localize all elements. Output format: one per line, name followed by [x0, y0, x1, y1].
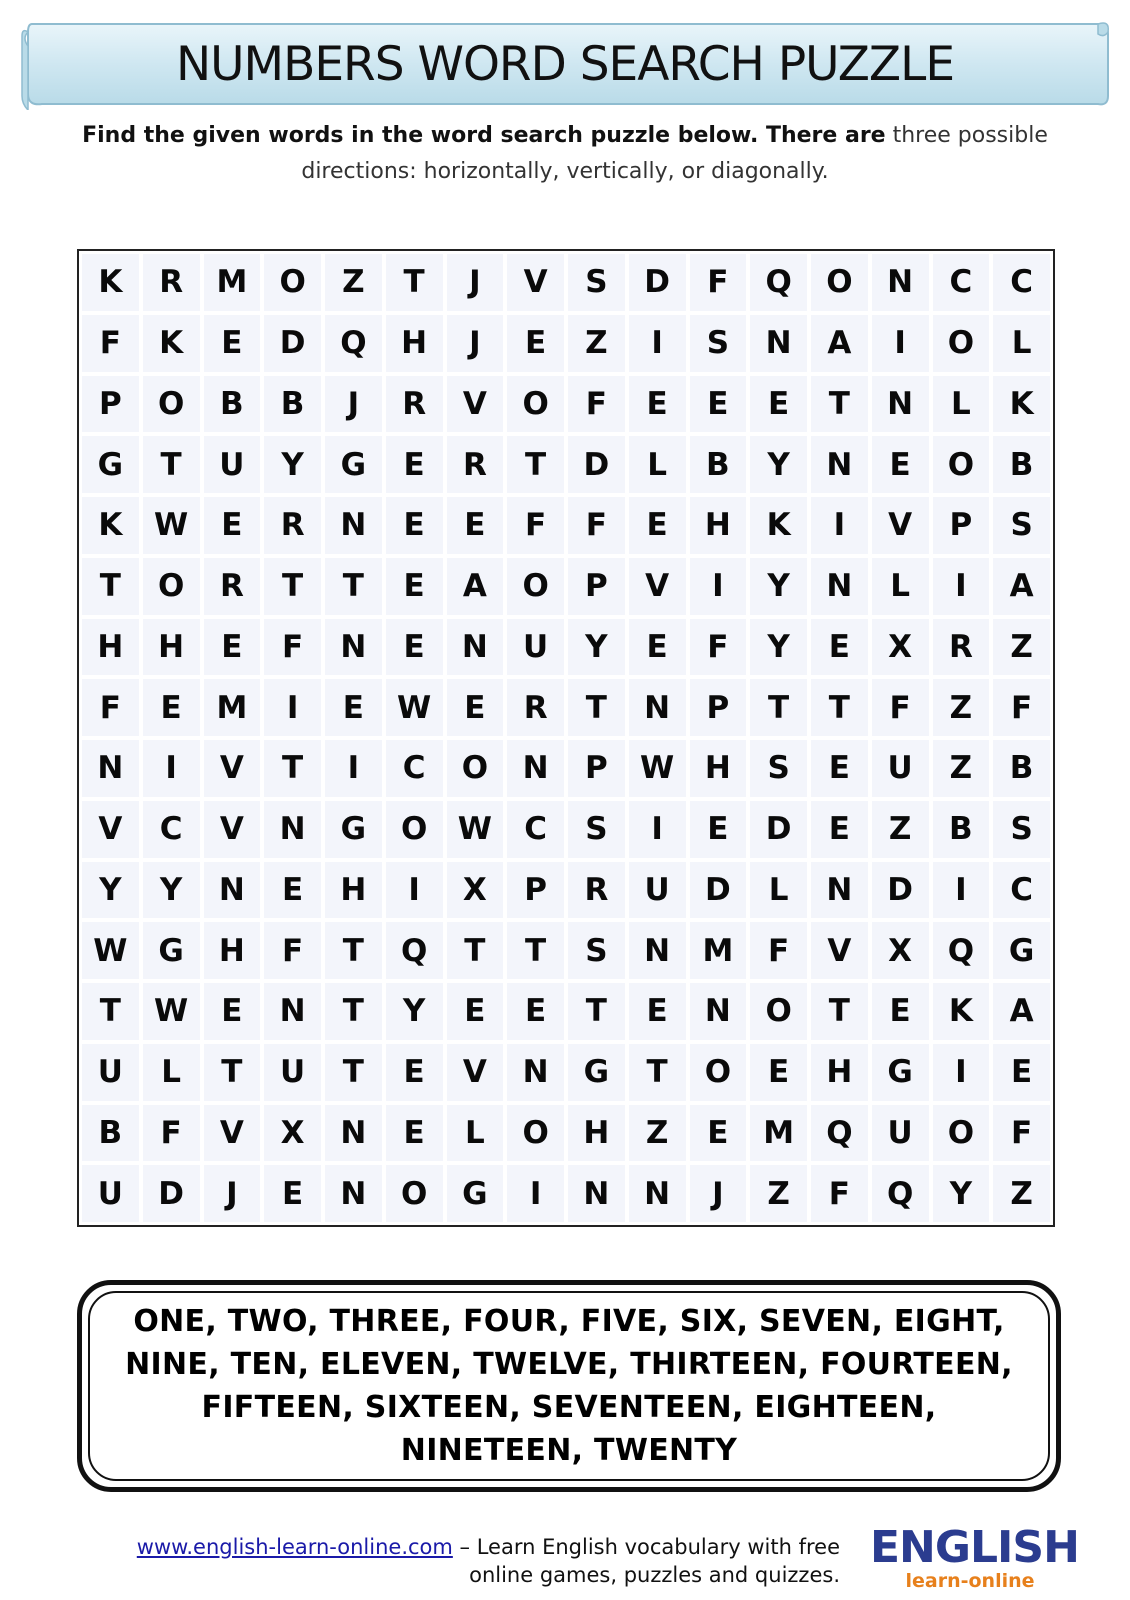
grid-cell: D [568, 436, 625, 493]
grid-cell: L [993, 315, 1050, 372]
grid-cell: B [933, 801, 990, 858]
grid-cell: C [993, 254, 1050, 311]
grid-cell: K [993, 376, 1050, 433]
grid-cell: P [933, 497, 990, 554]
grid-cell: I [872, 315, 929, 372]
grid-cell: E [872, 983, 929, 1040]
grid-cell: P [82, 376, 139, 433]
grid-cell: I [264, 679, 321, 736]
grid-cell: Z [750, 1165, 807, 1222]
grid-cell: Y [264, 436, 321, 493]
grid-cell: V [204, 1105, 261, 1162]
grid-cell: P [507, 862, 564, 919]
grid-cell: T [811, 983, 868, 1040]
grid-cell: V [629, 558, 686, 615]
grid-cell: R [143, 254, 200, 311]
grid-cell: E [629, 376, 686, 433]
footer-tagline-2: online games, puzzles and quizzes. [469, 1563, 840, 1587]
grid-cell: M [750, 1105, 807, 1162]
grid-cell: J [690, 1165, 747, 1222]
grid-cell: F [750, 922, 807, 979]
grid-cell: N [447, 619, 504, 676]
grid-cell: S [568, 801, 625, 858]
grid-cell: D [690, 862, 747, 919]
grid-cell: S [993, 801, 1050, 858]
grid-cell: I [933, 558, 990, 615]
word-list-line: NINETEEN, TWENTY [400, 1433, 738, 1468]
grid-cell: D [750, 801, 807, 858]
grid-cell: S [568, 922, 625, 979]
grid-cell: V [872, 497, 929, 554]
grid-cell: N [325, 1165, 382, 1222]
grid-cell: S [750, 740, 807, 797]
grid-cell: E [386, 558, 443, 615]
site-link[interactable]: www.english-learn-online.com [136, 1535, 453, 1559]
grid-cell: H [143, 619, 200, 676]
grid-cell: E [629, 619, 686, 676]
grid-cell: G [325, 436, 382, 493]
word-search-grid [77, 249, 1055, 1227]
grid-cell: Q [811, 1105, 868, 1162]
grid-cell: Y [750, 558, 807, 615]
grid-cell: G [993, 922, 1050, 979]
grid-cell: Q [325, 315, 382, 372]
grid-cell: E [872, 436, 929, 493]
grid-cell: J [447, 254, 504, 311]
grid-cell: R [386, 376, 443, 433]
grid-cell: O [933, 436, 990, 493]
grid-cell: F [690, 619, 747, 676]
grid-cell: K [933, 983, 990, 1040]
grid-cell: O [933, 315, 990, 372]
grid-cell: Z [993, 619, 1050, 676]
grid-cell: W [143, 983, 200, 1040]
grid-cell: T [750, 679, 807, 736]
grid-cell: U [264, 1044, 321, 1101]
grid-cell: F [993, 1105, 1050, 1162]
grid-cell: C [993, 862, 1050, 919]
grid-cell: Q [872, 1165, 929, 1222]
grid-cell: E [629, 983, 686, 1040]
grid-cell: P [690, 679, 747, 736]
grid-cell: E [386, 1105, 443, 1162]
grid-cell: W [447, 801, 504, 858]
grid-cell: E [811, 740, 868, 797]
grid-cell: F [811, 1165, 868, 1222]
grid-cell: C [143, 801, 200, 858]
grid-cell: E [690, 376, 747, 433]
grid-cell: O [750, 983, 807, 1040]
grid-cell: E [447, 983, 504, 1040]
grid-cell: O [386, 801, 443, 858]
grid-cell: U [872, 1105, 929, 1162]
grid-cell: E [811, 619, 868, 676]
grid-cell: F [82, 315, 139, 372]
grid-cell: D [143, 1165, 200, 1222]
grid-cell: O [690, 1044, 747, 1101]
grid-cell: X [872, 922, 929, 979]
grid-cell: Z [933, 679, 990, 736]
grid-cell: N [325, 1105, 382, 1162]
grid-cell: N [690, 983, 747, 1040]
grid-cell: M [204, 254, 261, 311]
grid-cell: R [204, 558, 261, 615]
instructions [70, 118, 1060, 190]
grid-cell: F [264, 922, 321, 979]
grid-cell: T [568, 983, 625, 1040]
grid-cell: K [82, 497, 139, 554]
grid-cell: A [993, 558, 1050, 615]
footer [80, 1533, 840, 1589]
grid-cell: V [811, 922, 868, 979]
grid-cell: B [993, 740, 1050, 797]
grid-cell: K [750, 497, 807, 554]
grid-cell: T [447, 922, 504, 979]
grid-cell: L [750, 862, 807, 919]
grid-cell: U [629, 862, 686, 919]
grid-cell: E [993, 1044, 1050, 1101]
grid-cell: N [629, 679, 686, 736]
grid-cell: E [447, 497, 504, 554]
grid-cell: F [690, 254, 747, 311]
word-list-inner [88, 1291, 1050, 1481]
grid-cell: V [507, 254, 564, 311]
grid-cell: E [264, 862, 321, 919]
grid-cell: K [143, 315, 200, 372]
grid-cell: U [507, 619, 564, 676]
grid-cell: Z [933, 740, 990, 797]
grid-cell: R [447, 436, 504, 493]
grid-cell: Z [629, 1105, 686, 1162]
grid-cell: B [690, 436, 747, 493]
grid-cell: O [386, 1165, 443, 1222]
grid-cell: E [811, 801, 868, 858]
grid-cell: V [204, 740, 261, 797]
grid-cell: E [386, 436, 443, 493]
grid-cell: E [386, 497, 443, 554]
grid-cell: M [204, 679, 261, 736]
grid-cell: L [629, 436, 686, 493]
grid-cell: I [629, 315, 686, 372]
grid-cell: O [507, 558, 564, 615]
logo-sub-text: learn-online [905, 1570, 1035, 1592]
grid-cell: L [872, 558, 929, 615]
grid-cell: E [204, 315, 261, 372]
grid-cell: E [204, 497, 261, 554]
grid-cell: N [629, 922, 686, 979]
grid-cell: E [690, 801, 747, 858]
grid-cell: C [933, 254, 990, 311]
grid-cell: E [750, 376, 807, 433]
grid-cell: B [204, 376, 261, 433]
grid-cell: V [82, 801, 139, 858]
grid-cell: W [386, 679, 443, 736]
grid-cell: Z [325, 254, 382, 311]
grid-cell: T [325, 922, 382, 979]
grid-cell: F [993, 679, 1050, 736]
word-list-line: FIFTEEN, SIXTEEN, SEVENTEEN, EIGHTEEN, [201, 1390, 937, 1425]
grid-cell: N [872, 254, 929, 311]
grid-cell: R [264, 497, 321, 554]
grid-cell: S [690, 315, 747, 372]
grid-cell: F [568, 376, 625, 433]
grid-cell: V [447, 376, 504, 433]
grid-cell: P [568, 558, 625, 615]
grid-cell: C [507, 801, 564, 858]
grid-cell: B [993, 436, 1050, 493]
grid-cell: H [690, 740, 747, 797]
grid-cell: U [204, 436, 261, 493]
grid-cell: A [993, 983, 1050, 1040]
grid-cell: Q [933, 922, 990, 979]
grid-cell: B [264, 376, 321, 433]
grid-cell: H [811, 1044, 868, 1101]
grid-cell: Y [82, 862, 139, 919]
grid-cell: Q [750, 254, 807, 311]
grid-cell: O [143, 558, 200, 615]
instructions-bold: Find the given words in the word search puzzle below. There are [82, 123, 886, 148]
grid-cell: X [872, 619, 929, 676]
grid-cell: Z [993, 1165, 1050, 1222]
grid-cell: N [507, 740, 564, 797]
grid-cell: O [811, 254, 868, 311]
grid-cell: M [690, 922, 747, 979]
grid-cell: J [204, 1165, 261, 1222]
grid-cell: L [143, 1044, 200, 1101]
grid-cell: E [690, 1105, 747, 1162]
grid-cell: D [264, 315, 321, 372]
grid-cell: V [204, 801, 261, 858]
grid-cell: R [568, 862, 625, 919]
grid-cell: H [568, 1105, 625, 1162]
grid-cell: B [82, 1105, 139, 1162]
grid-cell: L [933, 376, 990, 433]
grid-cell: W [82, 922, 139, 979]
grid-cell: E [507, 983, 564, 1040]
grid-cell: F [82, 679, 139, 736]
grid-cell: N [750, 315, 807, 372]
grid-cell: U [82, 1165, 139, 1222]
grid-cell: A [447, 558, 504, 615]
logo-main-text: ENGLISH [870, 1522, 1079, 1573]
grid-cell: I [507, 1165, 564, 1222]
grid-cell: T [386, 254, 443, 311]
grid-cell: G [325, 801, 382, 858]
grid-cell: N [204, 862, 261, 919]
grid-cell: L [447, 1105, 504, 1162]
grid-cell: H [325, 862, 382, 919]
grid-cell: N [811, 558, 868, 615]
grid-cell: O [447, 740, 504, 797]
grid-cell: N [507, 1044, 564, 1101]
grid-cell: O [507, 1105, 564, 1162]
grid-cell: N [811, 862, 868, 919]
grid-cell: A [811, 315, 868, 372]
grid-cell: D [872, 862, 929, 919]
grid-cell: G [447, 1165, 504, 1222]
grid-cell: E [447, 679, 504, 736]
grid-cell: I [143, 740, 200, 797]
grid-cell: Y [568, 619, 625, 676]
grid-cell: E [629, 497, 686, 554]
word-list [125, 1300, 1013, 1472]
grid-cell: U [82, 1044, 139, 1101]
grid-cell: I [325, 740, 382, 797]
grid-cell: G [568, 1044, 625, 1101]
grid-cell: E [750, 1044, 807, 1101]
grid-cell: Y [933, 1165, 990, 1222]
grid-cell: Z [872, 801, 929, 858]
grid-cell: N [811, 436, 868, 493]
grid-cell: D [629, 254, 686, 311]
title-banner [20, 18, 1110, 110]
grid-cell: N [264, 983, 321, 1040]
grid-cell: W [629, 740, 686, 797]
grid-cell: H [690, 497, 747, 554]
grid-cell: E [386, 1044, 443, 1101]
grid-cell: Y [750, 619, 807, 676]
grid-cell: H [82, 619, 139, 676]
grid-cell: W [143, 497, 200, 554]
grid-cell: E [386, 619, 443, 676]
grid-cell: I [629, 801, 686, 858]
grid-cell: O [507, 376, 564, 433]
grid-cell: N [325, 497, 382, 554]
grid-cell: N [629, 1165, 686, 1222]
grid-cell: S [993, 497, 1050, 554]
word-list-line: NINE, TEN, ELEVEN, TWELVE, THIRTEEN, FOURTEEN, [125, 1347, 1013, 1382]
grid-cell: E [204, 619, 261, 676]
grid-cell: T [204, 1044, 261, 1101]
grid-cell: Y [750, 436, 807, 493]
grid-cell: Z [568, 315, 625, 372]
page-title: NUMBERS WORD SEARCH PUZZLE [175, 36, 955, 92]
grid-cell: I [933, 862, 990, 919]
grid-cell: T [264, 740, 321, 797]
grid-cell: I [690, 558, 747, 615]
grid-cell: N [872, 376, 929, 433]
grid-cell: N [568, 1165, 625, 1222]
footer-tagline-1: – Learn English vocabulary with free [459, 1535, 840, 1559]
grid-cell: E [325, 679, 382, 736]
grid-cell: Q [386, 922, 443, 979]
grid-cell: T [325, 983, 382, 1040]
word-list-box [77, 1280, 1061, 1492]
grid-cell: E [264, 1165, 321, 1222]
grid-cell: G [82, 436, 139, 493]
grid-cell: T [325, 558, 382, 615]
grid-cell: T [507, 436, 564, 493]
grid-cell: F [143, 1105, 200, 1162]
grid-cell: T [629, 1044, 686, 1101]
grid-cell: I [386, 862, 443, 919]
word-list-line: ONE, TWO, THREE, FOUR, FIVE, SIX, SEVEN, EIGHT, [133, 1304, 1005, 1339]
grid-cell: F [568, 497, 625, 554]
grid-cell: T [143, 436, 200, 493]
grid-cell: P [568, 740, 625, 797]
grid-cell: N [264, 801, 321, 858]
english-learn-online-logo[interactable] [870, 1522, 1079, 1592]
grid-cell: J [325, 376, 382, 433]
grid-cell: E [143, 679, 200, 736]
grid-cell: Y [143, 862, 200, 919]
grid-cell: H [204, 922, 261, 979]
grid-cell: E [507, 315, 564, 372]
grid-cell: K [82, 254, 139, 311]
grid-cell: T [507, 922, 564, 979]
grid-cell: E [204, 983, 261, 1040]
grid-cell: V [447, 1044, 504, 1101]
grid-cell: O [264, 254, 321, 311]
grid-cell: G [872, 1044, 929, 1101]
grid-cell: J [447, 315, 504, 372]
grid-cell: O [143, 376, 200, 433]
grid-cell: T [264, 558, 321, 615]
grid-cell: I [933, 1044, 990, 1101]
grid-cell: X [264, 1105, 321, 1162]
grid-cell: X [447, 862, 504, 919]
grid-cell: I [811, 497, 868, 554]
grid-cell: T [82, 983, 139, 1040]
grid-cell: T [811, 376, 868, 433]
grid-cell: R [507, 679, 564, 736]
grid-cell: F [507, 497, 564, 554]
grid-cell: H [386, 315, 443, 372]
grid-cell: N [82, 740, 139, 797]
grid-cell: T [82, 558, 139, 615]
grid-cell: Y [386, 983, 443, 1040]
grid-cell: T [325, 1044, 382, 1101]
instructions-light: three possible directions: horizontally, vertically, or diagonally. [301, 123, 1048, 184]
grid-cell: N [325, 619, 382, 676]
grid-cell: U [872, 740, 929, 797]
grid-cell: S [568, 254, 625, 311]
grid-cell: F [872, 679, 929, 736]
grid-cell: T [568, 679, 625, 736]
grid-cell: C [386, 740, 443, 797]
grid-cell: O [933, 1105, 990, 1162]
grid-cell: R [933, 619, 990, 676]
grid-cell: G [143, 922, 200, 979]
grid-cell: T [811, 679, 868, 736]
grid-cell: F [264, 619, 321, 676]
